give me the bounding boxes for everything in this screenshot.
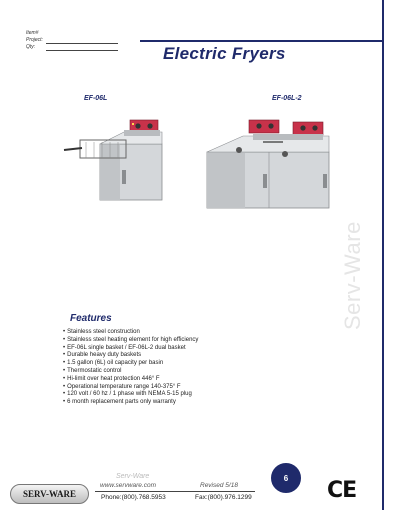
- feature-item: • 120 volt / 60 hz / 1 phase with NEMA 5-15 plug: [63, 391, 198, 399]
- dual-fryer-image: [203, 112, 333, 210]
- header-divider-line: [140, 40, 383, 42]
- project-field: [26, 37, 118, 44]
- feature-item: • 1.5 gallon (6L) oil capacity per basin: [63, 360, 198, 368]
- warranty-badge-text: 6: [283, 473, 289, 483]
- item-label: Item#: [26, 30, 39, 36]
- qty-label: Qty:: [26, 44, 36, 50]
- footer-divider-line: [95, 491, 255, 492]
- project-info-block: [26, 30, 118, 51]
- serv-ware-logo: [10, 484, 89, 504]
- serv-ware-watermark: Serv-Ware: [340, 221, 365, 330]
- project-label: Project:: [26, 37, 43, 43]
- logo-text: SERV-WARE: [22, 489, 77, 499]
- qty-fill-line: [46, 45, 118, 51]
- features-list: [63, 329, 198, 407]
- feature-item: • 6 month replacement parts only warranty: [63, 399, 198, 407]
- feature-item: • Durable heavy duty baskets: [63, 352, 198, 360]
- page-title: Electric Fryers: [163, 44, 286, 63]
- qty-field: [26, 44, 118, 51]
- footer-brand-watermark: Serv-Ware: [116, 473, 150, 480]
- fax-number: Fax:(800).976.1299: [195, 494, 252, 501]
- project-fill-line: [46, 38, 118, 44]
- feature-item: • Operational temperature range 140-375° F: [63, 384, 198, 392]
- feature-item: • Hi-limit over heat protection 446° F: [63, 376, 198, 384]
- feature-item: • EF-06L single basket / EF-06L-2 dual basket: [63, 345, 198, 353]
- right-border-line: [382, 0, 384, 510]
- item-field: [26, 30, 118, 37]
- warranty-badge-icon: [271, 463, 301, 493]
- feature-item: • Stainless steel heating element for high efficiency: [63, 337, 198, 345]
- single-fryer-image: [62, 112, 172, 202]
- ce-mark-icon: CE: [327, 478, 357, 503]
- features-heading: Features: [70, 313, 112, 324]
- feature-item: • Stainless steel construction: [63, 329, 198, 337]
- website-link[interactable]: www.servware.com: [100, 482, 156, 489]
- model-label-dual: EF-06L-2: [272, 95, 302, 102]
- revision-date: Revised 5/18: [200, 482, 238, 489]
- model-label-single: EF-06L: [84, 95, 108, 102]
- phone-number: Phone:(800).768.5953: [101, 494, 166, 501]
- feature-item: • Thermostatic control: [63, 368, 198, 376]
